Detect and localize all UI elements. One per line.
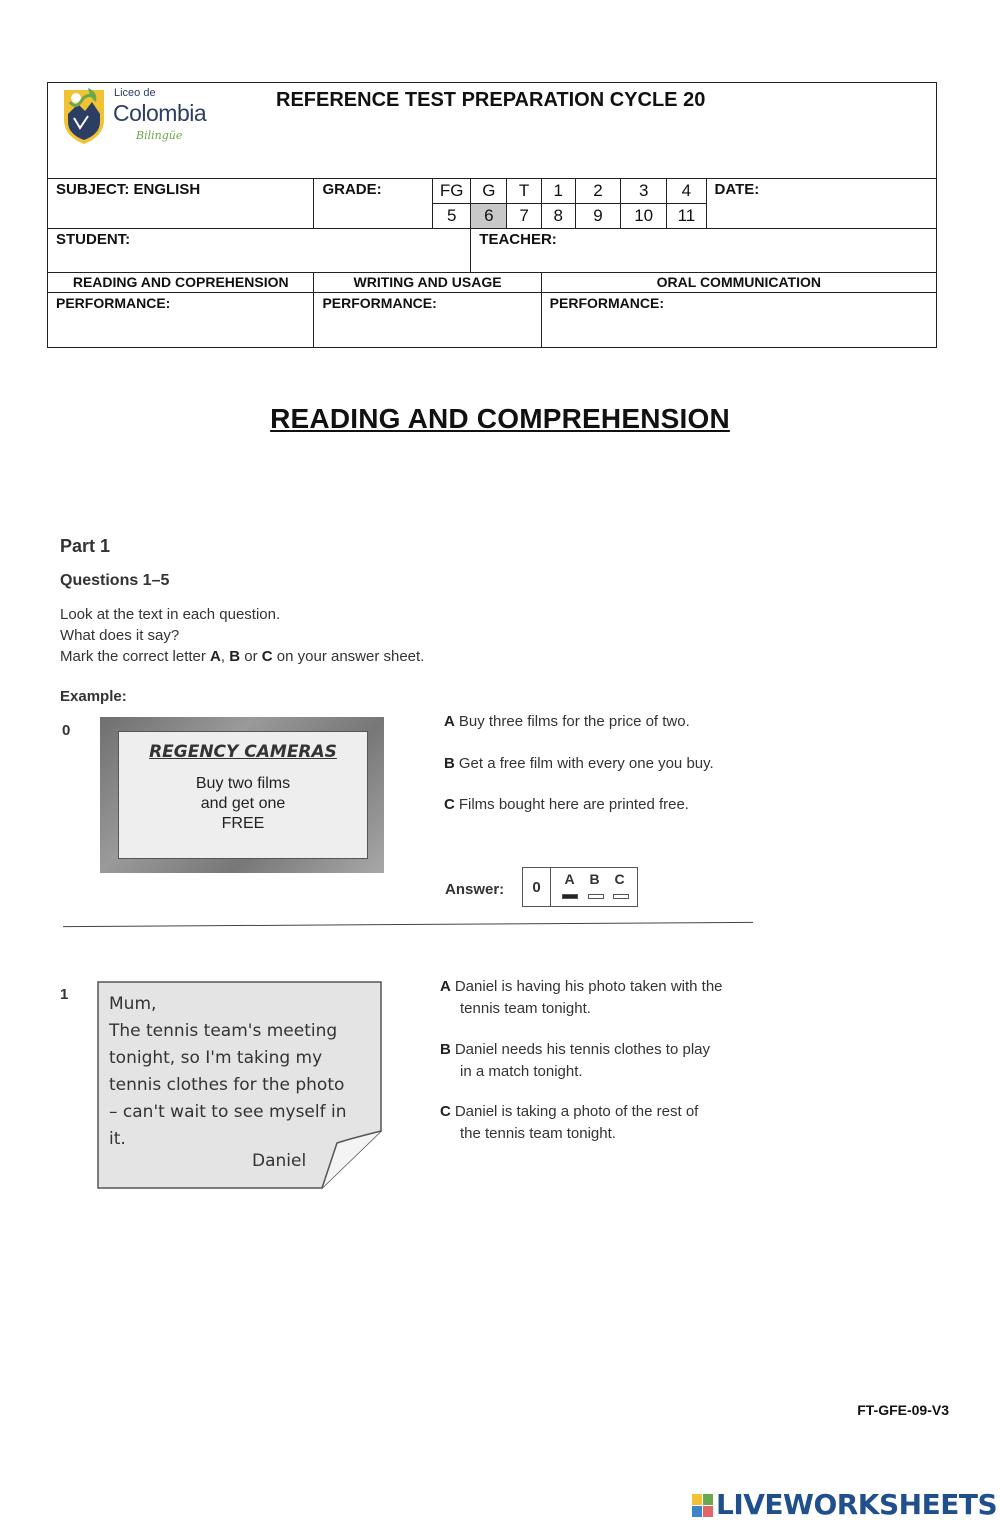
answer-number: 0 bbox=[523, 868, 551, 906]
questions-range: Questions 1–5 bbox=[60, 572, 170, 589]
grade-option[interactable]: 7 bbox=[507, 204, 541, 229]
question1-option-c: C Daniel is taking a photo of the rest of the tennis team tonight. bbox=[440, 1103, 699, 1142]
grade-option-selected[interactable]: 6 bbox=[471, 204, 507, 229]
question1-option-a: A Daniel is having his photo taken with the tennis team tonight. bbox=[440, 978, 723, 1017]
grade-option[interactable]: FG bbox=[433, 179, 471, 204]
logo-text-top: Liceo de bbox=[114, 87, 156, 99]
note-text bbox=[109, 991, 347, 1153]
teacher-field[interactable]: TEACHER: bbox=[471, 229, 937, 273]
performance-oral[interactable]: PERFORMANCE: bbox=[541, 293, 936, 348]
header-table bbox=[47, 82, 937, 348]
area-writing: WRITING AND USAGE bbox=[314, 273, 541, 293]
instruction-line: What does it say? bbox=[60, 627, 180, 644]
answer-letter: C bbox=[614, 871, 625, 887]
instructions bbox=[60, 604, 424, 667]
grade-option[interactable]: 11 bbox=[667, 204, 706, 229]
section-title: READING AND COMPREHENSION bbox=[270, 403, 730, 434]
instruction-line: Look at the text in each question. bbox=[60, 606, 281, 623]
instruction-line: Mark the correct letter A, B or C on your answer sheet. bbox=[60, 648, 425, 665]
liveworksheets-logo-icon bbox=[692, 1494, 714, 1518]
example-label: Example: bbox=[60, 688, 127, 705]
subject-cell: SUBJECT: ENGLISH bbox=[48, 179, 314, 229]
grade-option[interactable]: 5 bbox=[433, 204, 471, 229]
form-code: FT-GFE-09-V3 bbox=[857, 1402, 949, 1418]
question1-option-b: B Daniel needs his tennis clothes to play in a match tonight. bbox=[440, 1041, 710, 1080]
grade-label: GRADE: bbox=[314, 179, 433, 229]
sign-card bbox=[118, 731, 368, 859]
logo-text-bottom: Bilingüe bbox=[136, 129, 183, 142]
divider-line bbox=[63, 922, 753, 927]
note-signature: Daniel bbox=[252, 1151, 307, 1171]
note-line: Mum, bbox=[109, 994, 157, 1014]
example-option-c: C Films bought here are printed free. bbox=[444, 796, 689, 813]
grade-option[interactable]: 3 bbox=[621, 179, 667, 204]
sign-body bbox=[119, 774, 367, 834]
sign-line: FREE bbox=[221, 815, 265, 832]
grade-option[interactable]: T bbox=[507, 179, 541, 204]
answer-mark-c bbox=[613, 894, 629, 899]
answer-box bbox=[522, 867, 638, 907]
sign-title: REGENCY CAMERAS bbox=[149, 742, 337, 762]
note-line: – can't wait to see myself in bbox=[109, 1102, 347, 1122]
sign-line: Buy two films bbox=[195, 775, 291, 792]
title-cell bbox=[48, 83, 937, 179]
note-image bbox=[97, 981, 382, 1189]
example-number: 0 bbox=[62, 722, 71, 739]
answer-mark-b bbox=[588, 894, 604, 899]
performance-reading[interactable]: PERFORMANCE: bbox=[48, 293, 314, 348]
note-line: it. bbox=[109, 1129, 126, 1149]
brand-text: LIVEWORKSHEETS bbox=[716, 1488, 998, 1521]
question-number: 1 bbox=[60, 986, 69, 1003]
grade-option[interactable]: 1 bbox=[541, 179, 575, 204]
note-line: tonight, so I'm taking my bbox=[109, 1048, 323, 1068]
answer-mark-a bbox=[562, 894, 578, 899]
answer-letters bbox=[557, 871, 633, 887]
example-option-b: B Get a free film with every one you buy. bbox=[444, 755, 714, 772]
student-field[interactable]: STUDENT: bbox=[48, 229, 471, 273]
date-field[interactable]: DATE: bbox=[706, 179, 936, 229]
grade-option[interactable]: 9 bbox=[575, 204, 620, 229]
grade-option[interactable]: 8 bbox=[541, 204, 575, 229]
area-reading: READING AND COPREHENSION bbox=[48, 273, 314, 293]
note-line: The tennis team's meeting bbox=[109, 1021, 338, 1041]
answer-label: Answer: bbox=[445, 881, 505, 898]
example-option-a: A Buy three films for the price of two. bbox=[444, 713, 690, 730]
grade-option[interactable]: 4 bbox=[667, 179, 706, 204]
grade-option[interactable]: 2 bbox=[575, 179, 620, 204]
performance-writing[interactable]: PERFORMANCE: bbox=[314, 293, 541, 348]
sign-line: and get one bbox=[200, 795, 286, 812]
answer-letter: B bbox=[589, 871, 600, 887]
grade-option[interactable]: G bbox=[471, 179, 507, 204]
document-title: REFERENCE TEST PREPARATION CYCLE 20 bbox=[276, 89, 706, 111]
sign-image bbox=[100, 717, 384, 873]
grade-option[interactable]: 10 bbox=[621, 204, 667, 229]
area-oral: ORAL COMMUNICATION bbox=[541, 273, 936, 293]
logo-text-mid: Colombia bbox=[113, 100, 207, 126]
answer-letter: A bbox=[564, 871, 575, 887]
note-line: tennis clothes for the photo bbox=[109, 1075, 345, 1095]
part-title: Part 1 bbox=[60, 536, 111, 556]
